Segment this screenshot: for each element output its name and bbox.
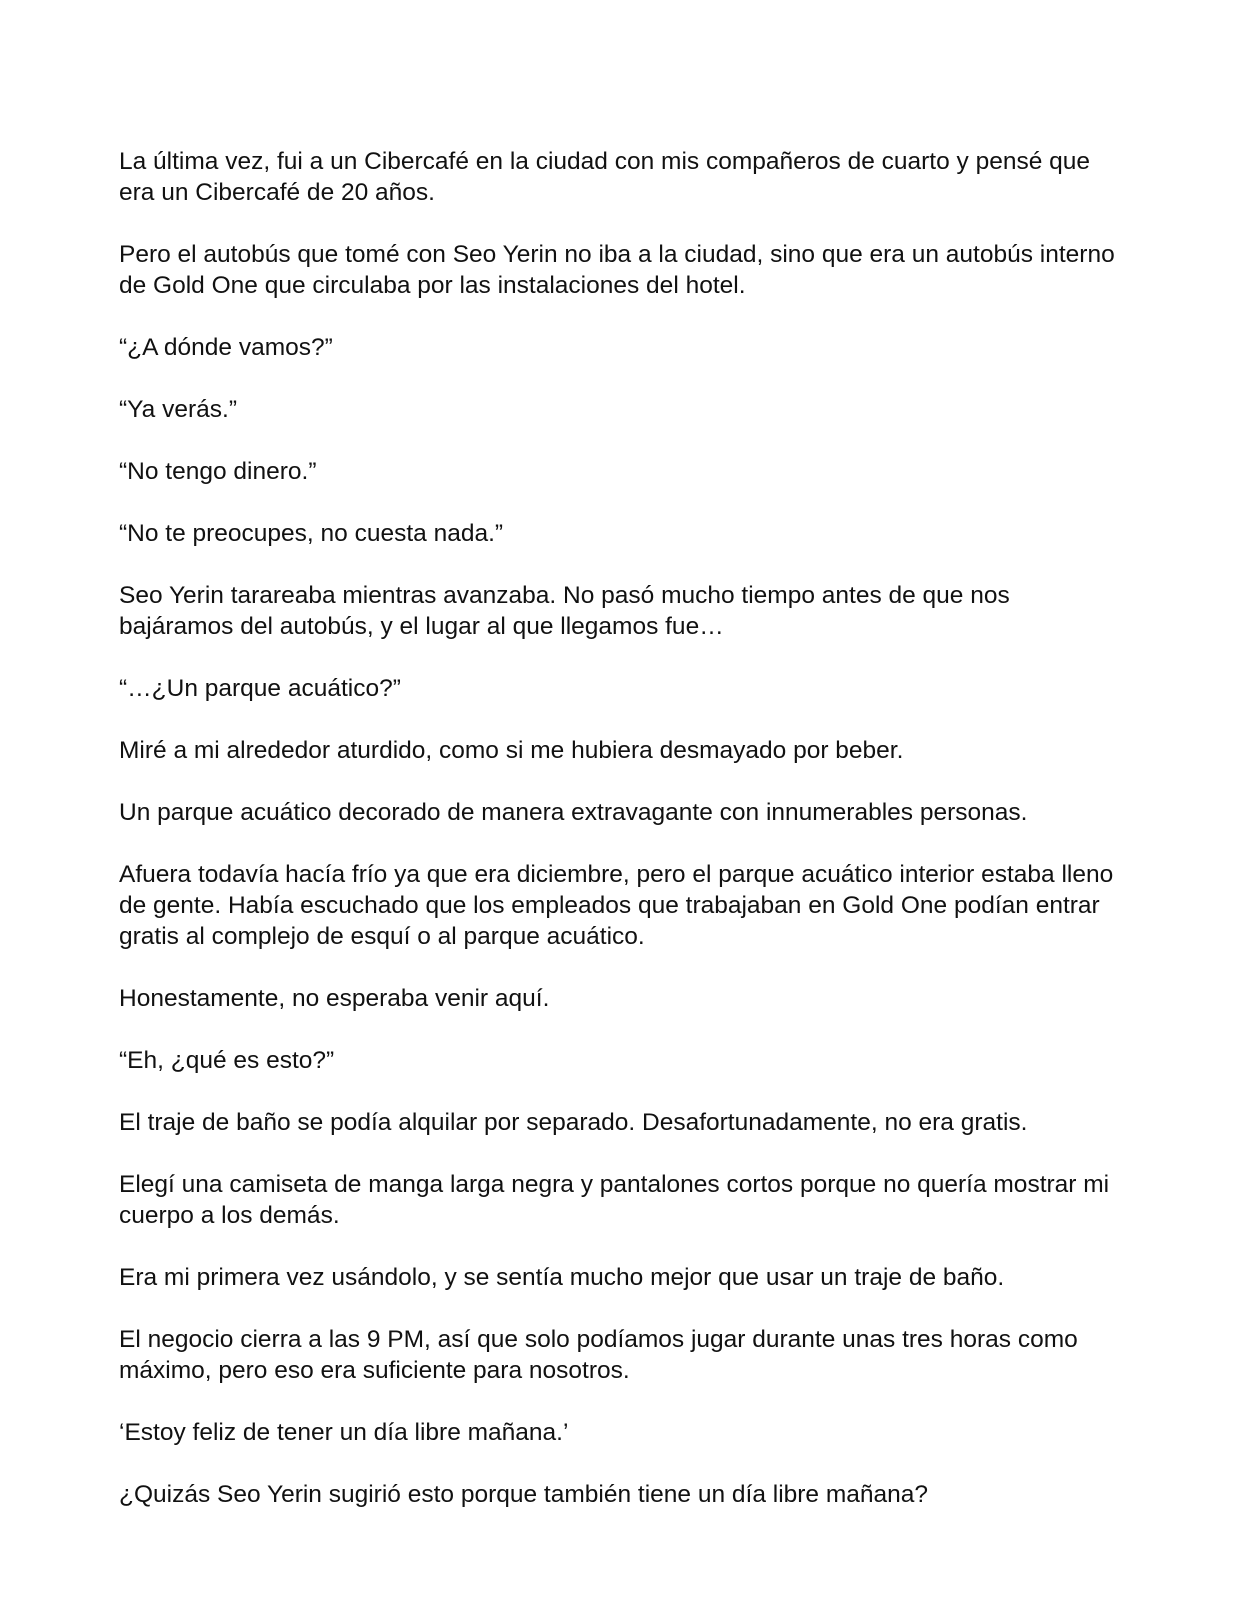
document-body xyxy=(119,146,1119,1510)
paragraph: Afuera todavía hacía frío ya que era diciembre, pero el parque acuático interior estaba lleno de gente. Había escuchado que los empleados que trabajaban en Gold One podían entrar gratis al complejo de esquí o al parque acuático. xyxy=(119,861,1114,950)
dialogue-line: “No tengo dinero.” xyxy=(119,458,317,485)
paragraph: La última vez, fui a un Cibercafé en la ciudad con mis compañeros de cuarto y pensé que era un Cibercafé de 20 años. xyxy=(119,148,1091,206)
paragraph: Pero el autobús que tomé con Seo Yerin no iba a la ciudad, sino que era un autobús interno de Gold One que circulaba por las instalaciones del hotel. xyxy=(119,241,1115,299)
dialogue-line: “…¿Un parque acuático?” xyxy=(119,675,401,702)
paragraph: Seo Yerin tarareaba mientras avanzaba. No pasó mucho tiempo antes de que nos bajáramos del autobús, y el lugar al que llegamos fue… xyxy=(119,582,1010,640)
dialogue-line: “Ya verás.” xyxy=(119,396,237,423)
paragraph: Miré a mi alrededor aturdido, como si me hubiera desmayado por beber. xyxy=(119,737,904,764)
dialogue-line: “No te preocupes, no cuesta nada.” xyxy=(119,520,504,547)
paragraph: ¿Quizás Seo Yerin sugirió esto porque también tiene un día libre mañana? xyxy=(119,1481,929,1508)
paragraph: Un parque acuático decorado de manera extravagante con innumerables personas. xyxy=(119,799,1028,826)
paragraph: El negocio cierra a las 9 PM, así que solo podíamos jugar durante unas tres horas como máximo, pero eso era suficiente para nosotros. xyxy=(119,1326,1078,1384)
paragraph: Elegí una camiseta de manga larga negra y pantalones cortos porque no quería mostrar mi cuerpo a los demás. xyxy=(119,1171,1110,1229)
paragraph: El traje de baño se podía alquilar por separado. Desafortunadamente, no era gratis. xyxy=(119,1109,1028,1136)
thought-line: ‘Estoy feliz de tener un día libre mañana.’ xyxy=(119,1419,569,1446)
paragraph: Era mi primera vez usándolo, y se sentía mucho mejor que usar un traje de baño. xyxy=(119,1264,1005,1291)
paragraph: Honestamente, no esperaba venir aquí. xyxy=(119,985,550,1012)
dialogue-line: “Eh, ¿qué es esto?” xyxy=(119,1047,335,1074)
dialogue-line: “¿A dónde vamos?” xyxy=(119,334,333,361)
